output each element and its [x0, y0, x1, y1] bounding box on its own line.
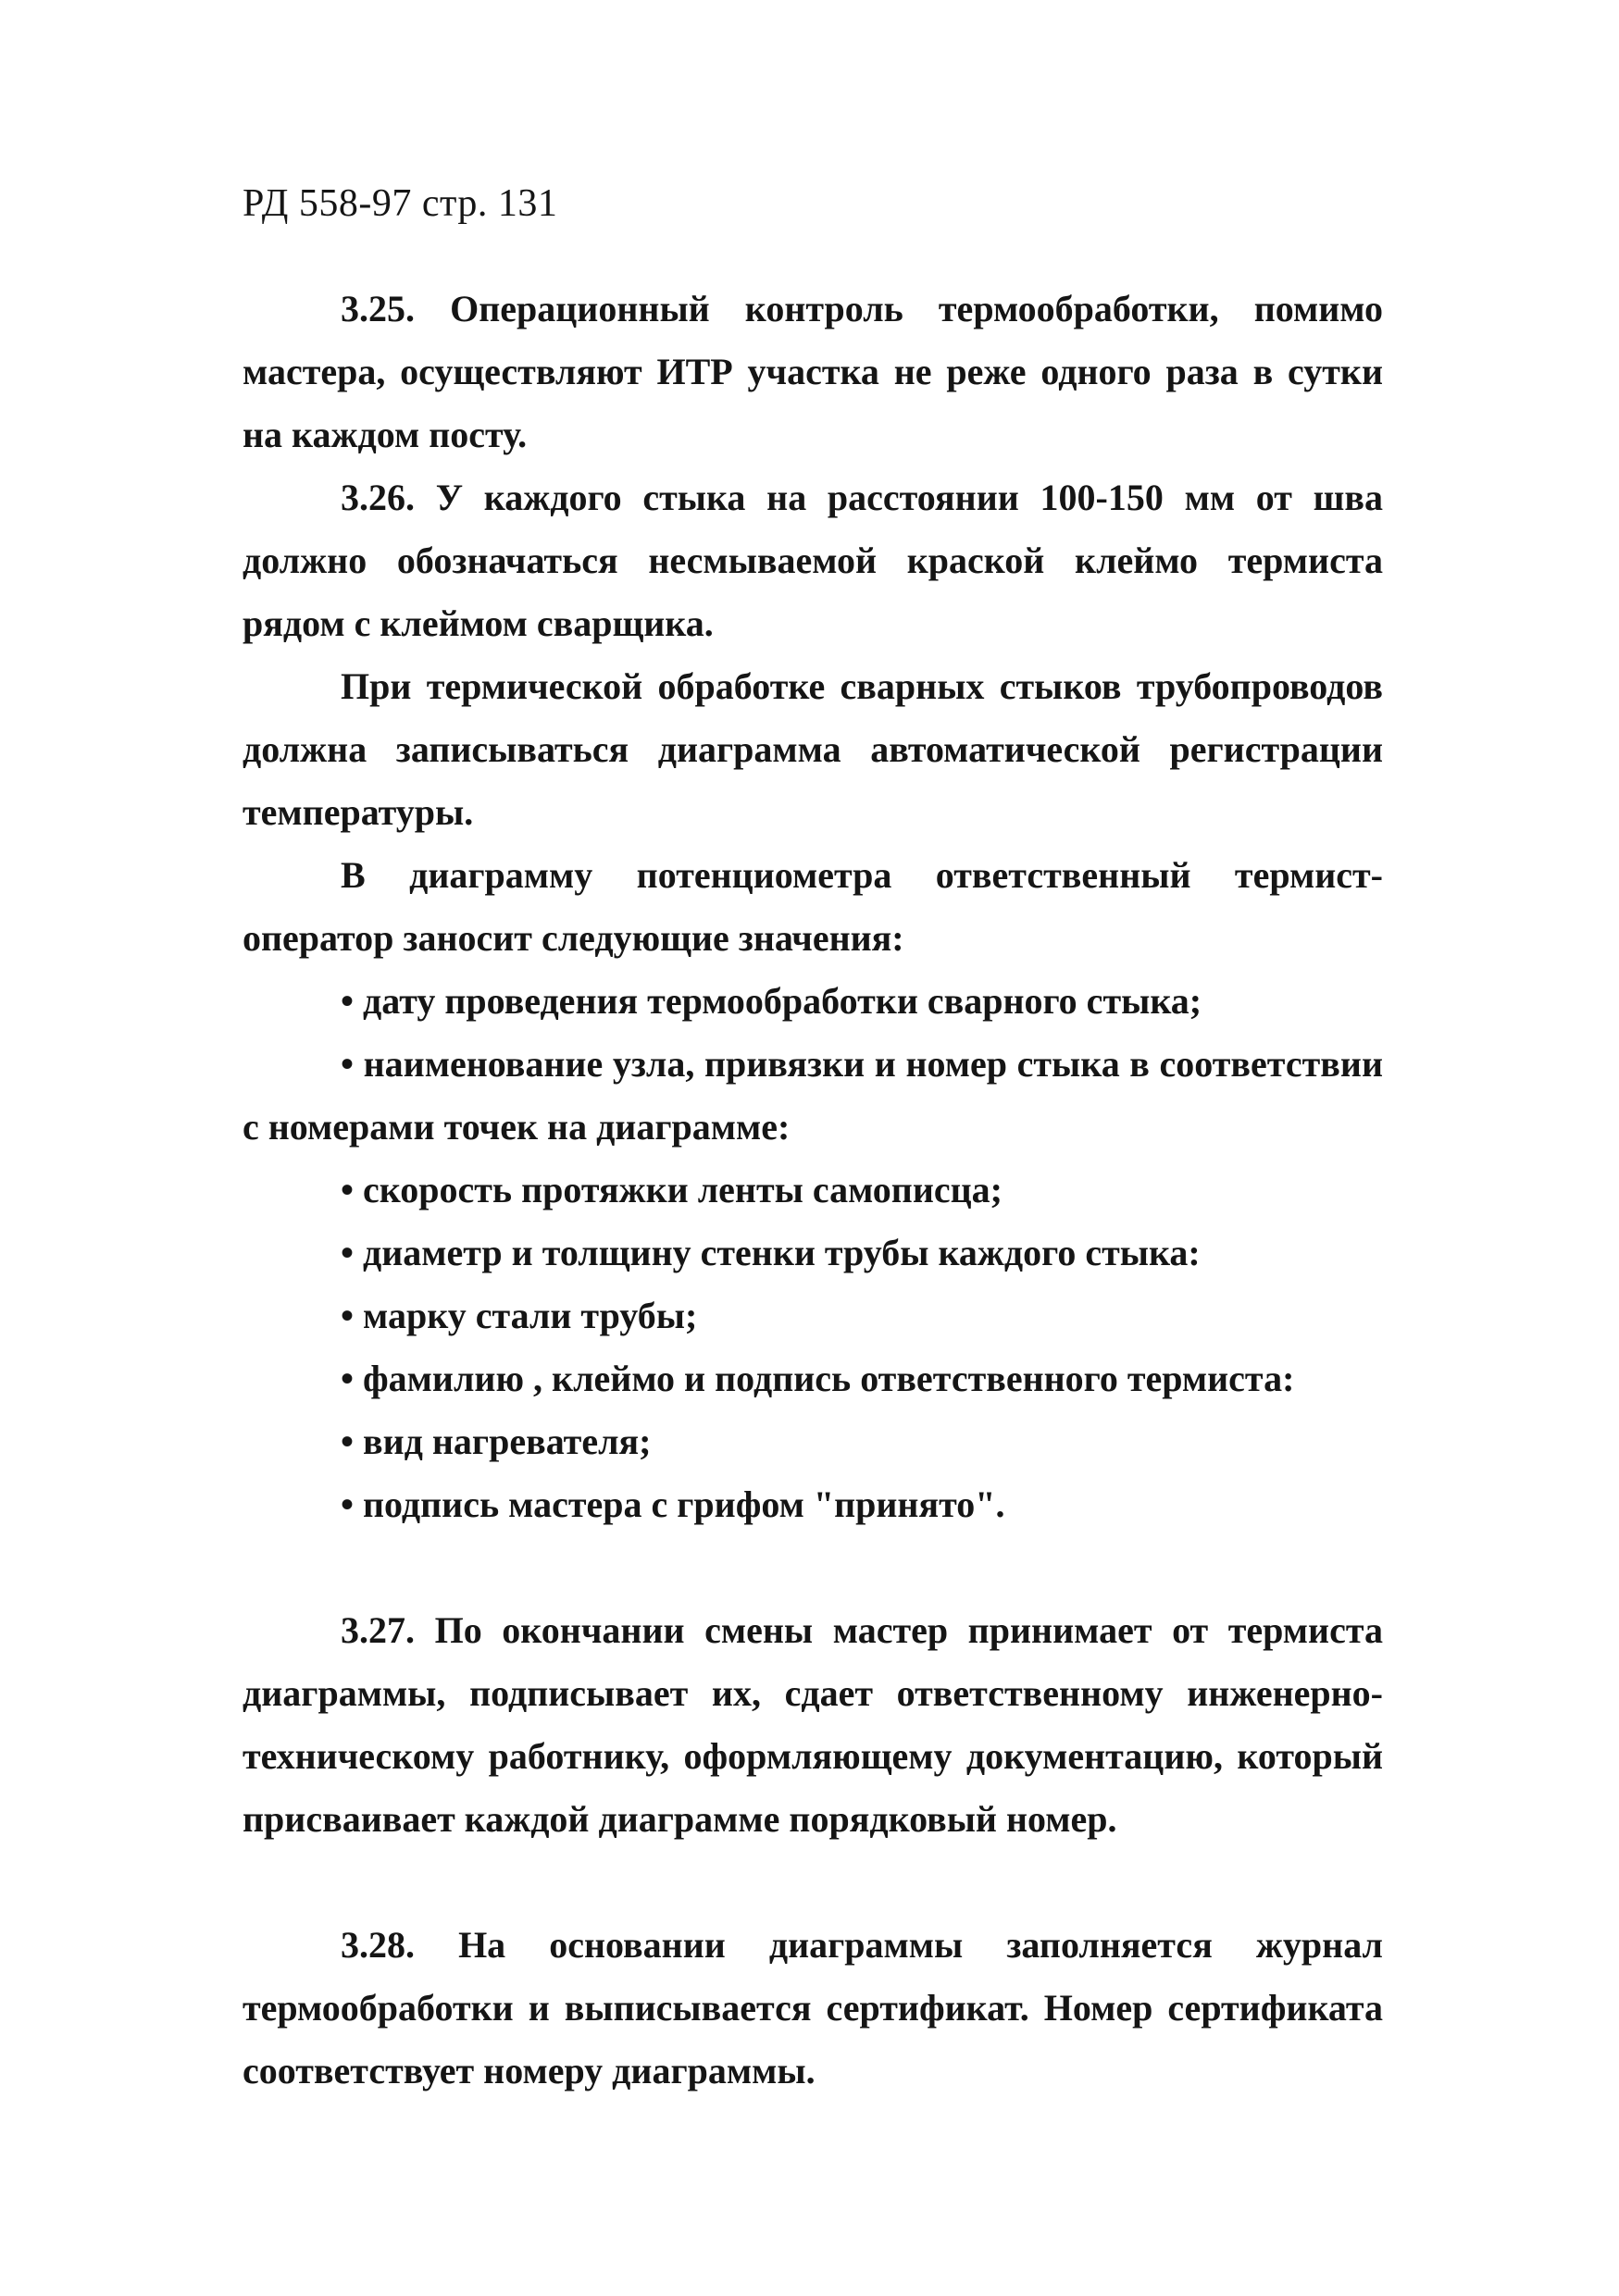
- paragraph-3-25: 3.25. Операционный контроль термообработки, помимо мастера, осуществляют ИТР участка не реже одного раза в сутки на каждом посту.: [243, 288, 1383, 455]
- paragraph-thermal-diagram: При термической обработке сварных стыков трубопроводов должна записываться диаграмма автоматической регистрации температуры.: [243, 665, 1383, 833]
- list-item: • фамилию , клеймо и подпись ответственного термиста:: [341, 1358, 1295, 1399]
- paragraph-3-27: 3.27. По окончании смены мастер принимает от термиста диаграммы, подписывает их, сдает ответственному инженерно-техническому работнику, оформляющему документацию, который присваивает каждой диаграмме порядковый номер.: [243, 1609, 1383, 1840]
- list-item: • диаметр и толщину стенки трубы каждого стыка:: [341, 1232, 1201, 1273]
- paragraph-3-26: 3.26. У каждого стыка на расстоянии 100-150 мм от шва должно обозначаться несмываемой краской клеймо термиста рядом с клеймом сварщика.: [243, 477, 1383, 644]
- list-item: • подпись мастера с грифом "принято".: [341, 1483, 1005, 1525]
- document-body: [243, 278, 1383, 2103]
- paragraph-potentiometer: В диаграмму потенциометра ответственный термист-оператор заносит следующие значения:: [243, 854, 1383, 959]
- list-item: • наименование узла, привязки и номер стыка в соответствии с номерами точек на диаграмме:: [243, 1043, 1383, 1148]
- list-item: • дату проведения термообработки сварного стыка;: [341, 980, 1202, 1022]
- list-item: • скорость протяжки ленты самописца;: [341, 1169, 1003, 1210]
- paragraph-3-28: 3.28. На основании диаграммы заполняется журнал термообработки и выписывается сертификат. Номер сертификата соответствует номеру диаграммы.: [243, 1924, 1383, 2091]
- list-item: • марку стали трубы;: [341, 1295, 698, 1336]
- page-header: РД 558-97 стр. 131: [243, 182, 558, 225]
- list-item: • вид нагревателя;: [341, 1421, 652, 1462]
